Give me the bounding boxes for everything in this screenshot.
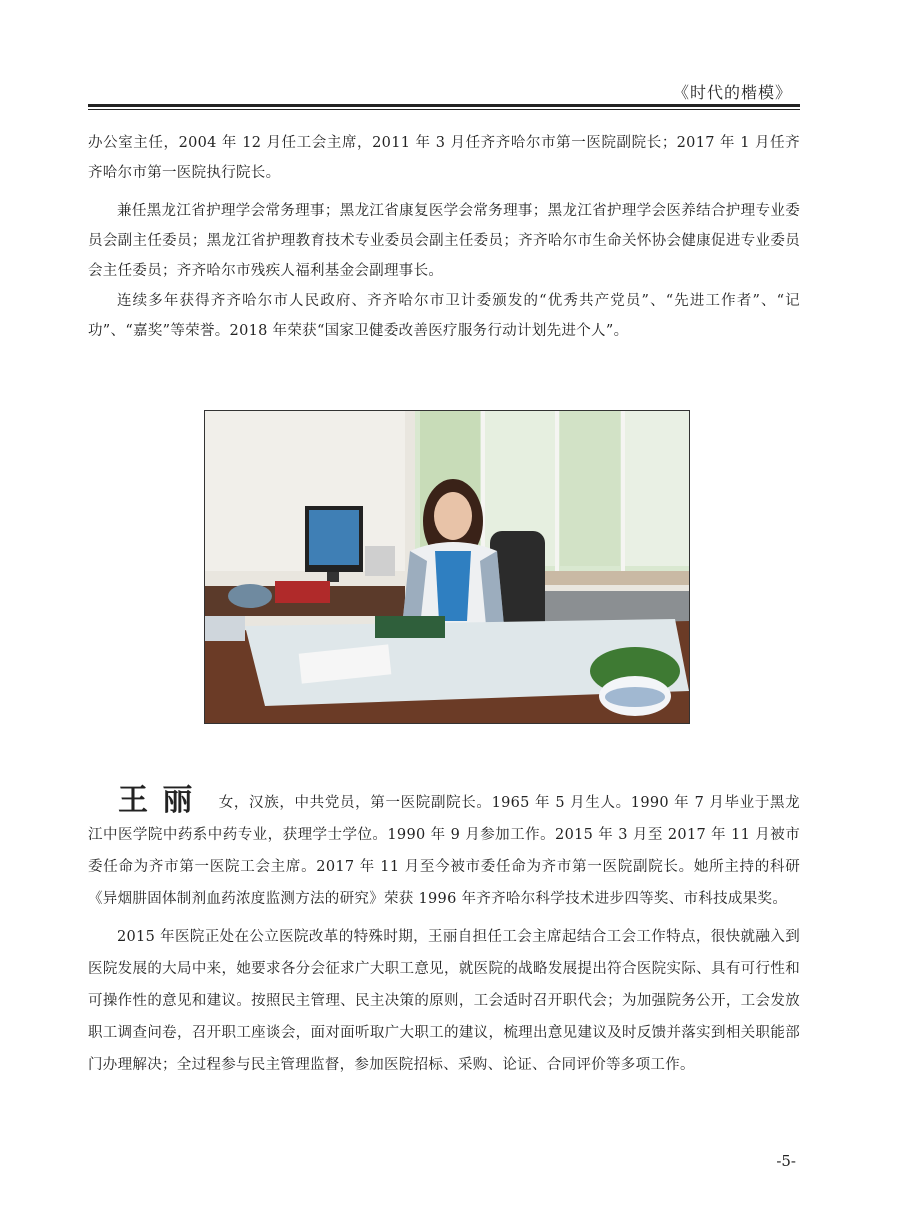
header-rule-thin xyxy=(88,109,800,110)
paragraph-continued: 办公室主任，2004 年 12 月任工会主席，2011 年 3 月任齐齐哈尔市第一医院副院长；2017 年 1 月任齐齐哈尔市第一医院执行院长。 xyxy=(88,135,800,181)
top-text-block xyxy=(88,128,800,346)
header-title: 《时代的楷模》 xyxy=(672,83,792,102)
profile-intro: 女，汉族，中共党员，第一医院副院长。1965 年 5 月生人。1990 年 7 月毕业于黑龙江中医学院中药系中药专业，获理学士学位。1990 年 9 月参加工作。2015 年 3 月至 2017 年 11 月被市委任命为齐市第一医院工会主席。2017 年 11 月至今被市委任命为齐市第一医院副院长。她所主持的科研《异烟肼固体制剂血药浓度监测方法的研究》荣获 1996 年齐齐哈尔科学技术进步四等奖、市科技成果奖。 xyxy=(88,795,800,907)
header-rule xyxy=(88,104,800,107)
page-number: -5- xyxy=(776,1152,796,1170)
profile-section xyxy=(88,785,800,1081)
profile-name: 王丽 xyxy=(118,783,207,818)
profile-paragraph: 2015 年医院正处在公立医院改革的特殊时期，王丽自担任工会主席起结合工会工作特点，很快就融入到医院发展的大局中来，她要求各分会征求广大职工意见，就医院的战略发展提出符合医院实际、具有可行性和可操作性的意见和建议。按照民主管理、民主决策的原则，工会适时召开职代会；为加强院务公开，工会发放职工调查问卷，召开职工座谈会，面对面听取广大职工的建议，梳理出意见建议及时反馈并落实到相关职能部门办理解决；全过程参与民主管理监督，参加医院招标、采购、论证、合同评价等多项工作。 xyxy=(88,929,800,1073)
portrait-photo xyxy=(204,410,690,724)
paragraph-honors: 连续多年获得齐齐哈尔市人民政府、齐齐哈尔市卫计委颁发的“优秀共产党员”、“先进工作者”、“记功”、“嘉奖”等荣誉。2018 年荣获“国家卫健委改善医疗服务行动计划先进个人”。 xyxy=(88,293,800,339)
paragraph-positions: 兼任黑龙江省护理学会常务理事；黑龙江省康复医学会常务理事；黑龙江省护理学会医养结合护理专业委员会副主任委员；黑龙江省护理教育技术专业委员会副主任委员；齐齐哈尔市生命关怀协会健康促进专业委员会主任委员；齐齐哈尔市残疾人福利基金会副理事长。 xyxy=(88,203,800,279)
